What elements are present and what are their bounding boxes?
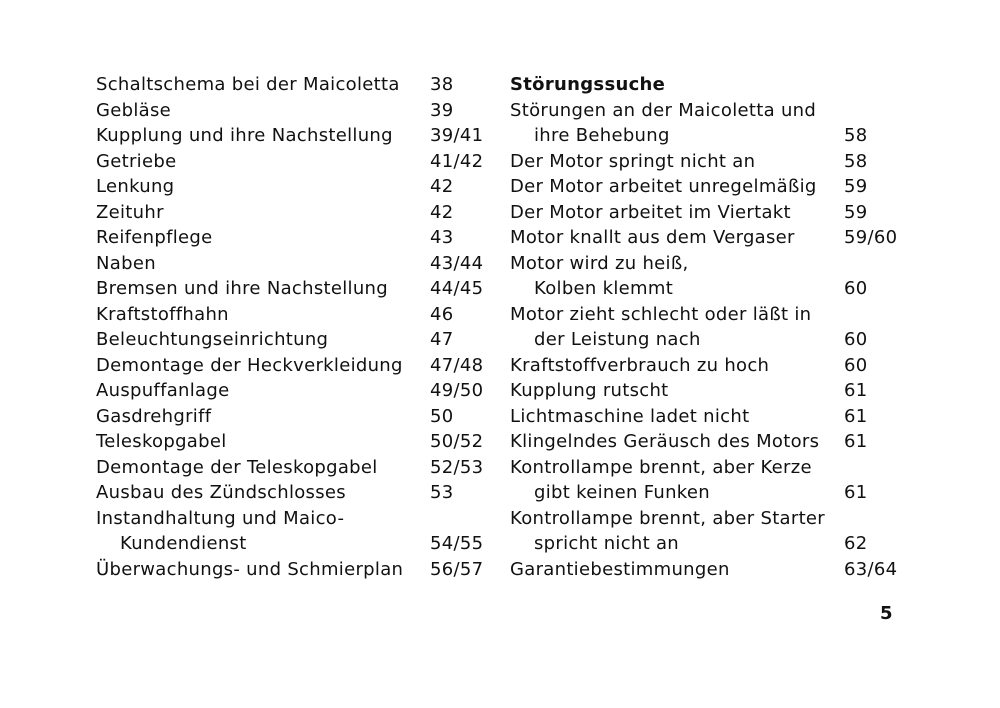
toc-entry-title: Teleskopgabel [96, 431, 227, 452]
toc-entry [510, 353, 895, 379]
toc-entry [510, 327, 895, 353]
toc-entry [510, 225, 898, 251]
toc-entry-title: Motor wird zu heiß, [510, 252, 689, 274]
toc-entry-title: der Leistung nach [534, 329, 701, 350]
toc-entry [510, 200, 895, 226]
toc-entry [96, 429, 486, 455]
toc-entry-page: 46 [430, 303, 454, 325]
toc-entry-title: Klingelndes Geräusch des Motors [510, 431, 820, 452]
toc-entry-title: Lenkung [96, 176, 175, 197]
toc-entry-page: 60 [844, 329, 868, 350]
toc-entry [510, 123, 895, 149]
toc-entry-title: Demontage der Teleskopgabel [96, 456, 378, 478]
toc-entry [96, 557, 486, 583]
toc-entry-title: Ausbau des Zündschlosses [96, 482, 346, 503]
section-heading: Störungssuche [510, 74, 666, 95]
toc-entry-page: 39 [430, 99, 454, 121]
toc-entry-page: 52/53 [430, 456, 484, 478]
toc-entry [96, 302, 486, 328]
toc-entry-title: Naben [96, 252, 156, 274]
toc-entry [510, 557, 898, 583]
toc-entry-title: Störungen an der Maicoletta und [510, 99, 817, 121]
toc-entry [96, 98, 486, 124]
toc-entry [96, 480, 486, 506]
toc-left-column [96, 72, 486, 582]
toc-entry-page: 60 [844, 354, 868, 376]
toc-entry [96, 174, 486, 200]
toc-entry [510, 251, 895, 277]
toc-entry-page: 59 [844, 201, 868, 223]
toc-entry [510, 480, 895, 506]
toc-entry-page: 41/42 [430, 150, 484, 172]
toc-entry [96, 200, 486, 226]
toc-entry-title: Auspuffanlage [96, 380, 230, 401]
toc-entry [510, 276, 895, 302]
toc-entry-title: Instandhaltung und Maico- [96, 507, 345, 529]
toc-entry-title: Beleuchtungseinrichtung [96, 329, 329, 350]
toc-entry-page: 49/50 [430, 380, 484, 401]
toc-entry-page: 39/41 [430, 125, 484, 146]
toc-entry-page: 56/57 [430, 558, 484, 580]
toc-entry [96, 353, 486, 379]
toc-entry-page: 47/48 [430, 354, 484, 376]
toc-entry-page: 58 [844, 150, 868, 172]
toc-entry-page: 50 [430, 405, 454, 427]
toc-entry [510, 149, 895, 175]
toc-entry-title: Bremsen und ihre Nachstellung [96, 278, 388, 299]
toc-entry-title: Kupplung rutscht [510, 380, 669, 401]
toc-entry [96, 149, 486, 175]
toc-entry-page: 54/55 [430, 533, 484, 554]
toc-entry [510, 302, 895, 328]
toc-entry-page: 47 [430, 329, 454, 350]
toc-entry-page: 38 [430, 74, 454, 95]
toc-entry-title: Kundendienst [120, 533, 247, 554]
toc-entry-title: Gebläse [96, 99, 172, 121]
toc-entry [96, 123, 486, 149]
toc-entry [96, 378, 486, 404]
toc-entry [96, 72, 486, 98]
toc-entry [96, 404, 486, 430]
toc-entry [96, 327, 486, 353]
toc-entry [510, 531, 895, 557]
toc-entry [96, 276, 486, 302]
toc-entry-title: gibt keinen Funken [534, 482, 710, 503]
toc-entry [96, 251, 486, 277]
toc-entry-page: 61 [844, 482, 868, 503]
toc-entry [510, 174, 895, 200]
toc-entry-title: Kupplung und ihre Nachstellung [96, 125, 393, 146]
toc-entry [96, 531, 486, 557]
toc-entry-title: Gasdrehgriff [96, 405, 212, 427]
toc-entry-page: 59/60 [844, 227, 898, 248]
toc-entry-title: Kontrollampe brennt, aber Kerze [510, 456, 812, 478]
toc-entry-title: ihre Behebung [534, 125, 670, 146]
toc-entry [510, 455, 895, 481]
toc-entry-page: 50/52 [430, 431, 484, 452]
toc-entry-title: Der Motor springt nicht an [510, 150, 756, 172]
toc-entry-title: Kraftstoffverbrauch zu hoch [510, 354, 770, 376]
toc-entry [96, 455, 486, 481]
toc-entry-title: Kraftstoffhahn [96, 303, 229, 325]
toc-entry-title: Motor knallt aus dem Vergaser [510, 227, 795, 248]
toc-entry-page: 58 [844, 125, 868, 146]
toc-entry-title: Kolben klemmt [534, 278, 674, 299]
toc-entry [96, 225, 486, 251]
section-heading-row [510, 72, 895, 98]
toc-entry-page: 53 [430, 482, 454, 503]
toc-entry-page: 42 [430, 176, 454, 197]
toc-entry-title: Kontrollampe brennt, aber Starter [510, 507, 826, 529]
toc-entry [96, 506, 486, 532]
toc-entry-page: 63/64 [844, 558, 898, 580]
toc-entry-page: 61 [844, 431, 868, 452]
toc-entry-page: 44/45 [430, 278, 484, 299]
toc-entry-page: 61 [844, 380, 868, 401]
toc-entry-title: Zeituhr [96, 201, 164, 223]
toc-entry-title: Lichtmaschine ladet nicht [510, 405, 750, 427]
toc-entry-page: 43 [430, 227, 454, 248]
toc-entry [510, 98, 895, 124]
toc-entry-title: Überwachungs- und Schmierplan [96, 558, 404, 580]
toc-entry [510, 429, 895, 455]
toc-entry-title: Schaltschema bei der Maicoletta [96, 74, 400, 95]
toc-entry [510, 506, 895, 532]
toc-entry-page: 43/44 [430, 252, 484, 274]
toc-entry-title: Garantiebestimmungen [510, 558, 730, 580]
toc-entry-title: Motor zieht schlecht oder läßt in [510, 303, 812, 325]
toc-entry-title: Der Motor arbeitet unregelmäßig [510, 176, 817, 197]
toc-entry [510, 378, 895, 404]
toc-entry-title: Reifenpflege [96, 227, 213, 248]
toc-entry-page: 60 [844, 278, 868, 299]
toc-entry-title: Der Motor arbeitet im Viertakt [510, 201, 791, 223]
toc-entry-page: 62 [844, 533, 868, 554]
toc-entry-title: Getriebe [96, 150, 177, 172]
toc-entry-page: 42 [430, 201, 454, 223]
toc-right-column [510, 72, 898, 582]
page-number: 5 [880, 603, 893, 624]
toc-entry-page: 61 [844, 405, 868, 427]
toc-entry-title: spricht nicht an [534, 533, 680, 554]
toc-entry-page: 59 [844, 176, 868, 197]
toc-entry-title: Demontage der Heckverkleidung [96, 354, 403, 376]
toc-entry [510, 404, 895, 430]
